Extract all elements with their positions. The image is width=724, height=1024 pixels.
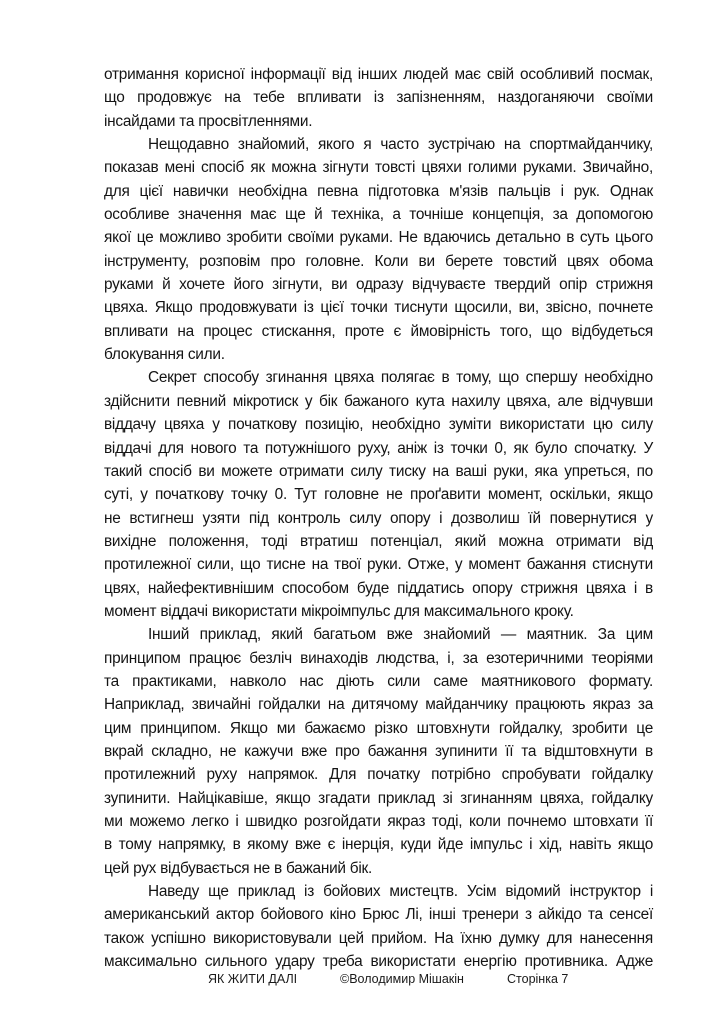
text-line: показав мені спосіб як можна зігнути товсті цвяхи голими руками. Звичайно,	[104, 159, 653, 177]
text-line: Секрет способу згинання цвяха полягає в тому, що спершу необхідно	[148, 369, 653, 387]
footer-author: ©Володимир Мішакін	[340, 972, 464, 986]
text-line: вкрай складно, не кажучи вже про бажання зупинити її та відштовхнути в	[104, 742, 653, 760]
text-line: не встигнеш узяти під контроль силу опору і дозволиш їй повернутися у	[104, 509, 653, 527]
text-line: в тому напрямку, в якому вже є інерція, куди йде імпульс і хід, навіть якщо	[104, 836, 653, 854]
paragraph-5	[104, 880, 653, 973]
text-line: цим принципом. Якщо ми бажаємо різко штовхнути гойдалку, зробити це	[104, 719, 653, 737]
text-line: вихідне положення, тоді втратиш потенціал, який можна отримати від	[104, 532, 653, 550]
text-line: ми можемо легко і швидко розгойдати якраз тоді, коли почнемо штовхати її	[104, 813, 653, 830]
text-line: американський актор бойового кіно Брюс Лі, інші тренери з айкідо та сенсеї	[104, 906, 653, 924]
text-line: Нещодавно знайомий, якого я часто зустрічаю на спортмайданчику,	[148, 136, 653, 154]
text-line: блокування сили.	[104, 346, 225, 364]
footer-book-title: ЯК ЖИТИ ДАЛІ	[208, 972, 298, 986]
text-line: здійснити певний мікротиск у бік бажаного кута нахилу цвяха, але відчувши	[104, 392, 653, 410]
text-line: руками й хочете його зігнути, ви одразу відчуваєте твердий опір стрижня	[104, 276, 653, 294]
text-line: якої це можливо зробити своїми руками. Не вдаючись детально в суть цього	[104, 229, 653, 247]
text-line: Наприклад, звичайні гойдалки на дитячому майданчику працюють якраз за	[104, 696, 653, 714]
text-line: інструменту, розповім про головне. Коли ви берете товстий цвях обома	[104, 252, 653, 270]
text-line: цвях, найефективнішим способом буде піддатись опору стрижня цвяха і в	[104, 579, 653, 597]
text-line: віддачу цвяха у початкову позицію, необхідно зуміти використати цю силу	[104, 416, 653, 434]
footer-page-number: Сторінка 7	[507, 972, 569, 986]
text-line: момент віддачі використати мікроімпульс для максимального кроку.	[104, 602, 574, 620]
text-line: отримання корисної інформації від інших людей має свій особливий посмак,	[104, 66, 653, 83]
text-line: максимально сильного удару треба використати енергію противника. Адже	[104, 953, 653, 971]
page-footer	[0, 972, 724, 992]
paragraph-1	[104, 63, 653, 133]
text-line: цвяха. Якщо продовжувати із цієї точки тиснути щосили, ви, звісно, почнете	[104, 299, 653, 317]
body-text	[104, 63, 653, 973]
text-line: також успішно використовували цей прийом. На їхню думку для нанесення	[104, 929, 653, 947]
text-line: впливати на процес стискання, проте є ймовірність того, що відбудеться	[104, 322, 653, 340]
text-line: віддачі для нового та потужнішого руху, аніж із точки 0, як було спочатку. У	[104, 439, 653, 457]
text-line: принципом працює безліч винаходів людства, і, за езотеричними теоріями	[104, 649, 653, 667]
text-line: що продовжує на тебе впливати із запізненням, наздоганяючи своїми	[104, 89, 653, 107]
text-line: такий спосіб ви можете отримати силу тиску на ваші руки, яка упреться, по	[104, 462, 653, 480]
text-line: Наведу ще приклад із бойових мистецтв. Усім відомий інструктор і	[148, 883, 653, 901]
paragraph-4	[104, 623, 653, 880]
text-line: протилежної сили, що тисне на твої руки. Отже, у момент бажання стиснути	[104, 556, 653, 574]
text-line: Інший приклад, який багатьом вже знайомий — маятник. За цим	[148, 626, 653, 644]
text-line: суті, у початкову точку 0. Тут головне не проґавити момент, оскільки, якщо	[104, 486, 653, 504]
text-line: зупинити. Найцікавіше, якщо згадати приклад зі згинанням цвяха, гойдалку	[104, 789, 653, 807]
paragraph-2	[104, 133, 653, 366]
text-line: цей рух відбувається не в бажаний бік.	[104, 859, 373, 877]
text-line: інсайдами та просвітленнями.	[104, 112, 313, 130]
paragraph-3	[104, 366, 653, 623]
text-line: протилежний руху напрямок. Для початку потрібно спробувати гойдалку	[104, 766, 653, 784]
text-line: для цієї навички необхідна певна підготовка м'язів пальців і рук. Однак	[104, 182, 653, 200]
text-line: та практиками, навколо нас діють сили саме маятникового формату.	[104, 672, 653, 690]
text-line: особливе значення має ще й техніка, а точніше концепція, за допомогою	[104, 206, 653, 224]
